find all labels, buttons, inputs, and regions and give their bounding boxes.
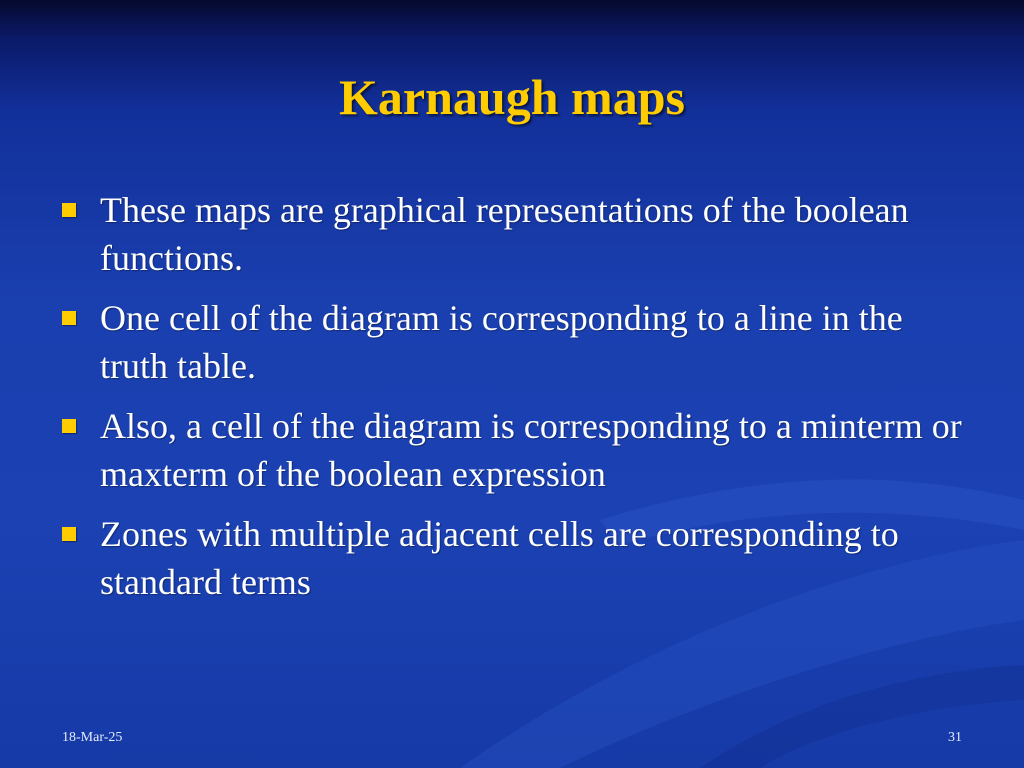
bullet-item <box>62 294 962 390</box>
square-bullet-icon <box>62 527 76 541</box>
bullet-text: Also, a cell of the diagram is corresponding to a minterm or maxterm of the boolean expression <box>100 406 962 494</box>
square-bullet-icon <box>62 419 76 433</box>
bullet-text: One cell of the diagram is corresponding to a line in the truth table. <box>100 298 903 386</box>
slide-title: Karnaugh maps <box>339 69 685 125</box>
square-bullet-icon <box>62 311 76 325</box>
bullet-item <box>62 402 962 498</box>
bullet-text: These maps are graphical representations of the boolean functions. <box>100 190 909 278</box>
square-bullet-icon <box>62 203 76 217</box>
footer-date: 18-Mar-25 <box>62 730 123 745</box>
bullet-item <box>62 510 962 606</box>
bullet-text: Zones with multiple adjacent cells are corresponding to standard terms <box>100 514 899 602</box>
bullet-list <box>62 186 962 618</box>
bullet-item <box>62 186 962 282</box>
page-number: 31 <box>948 730 962 745</box>
